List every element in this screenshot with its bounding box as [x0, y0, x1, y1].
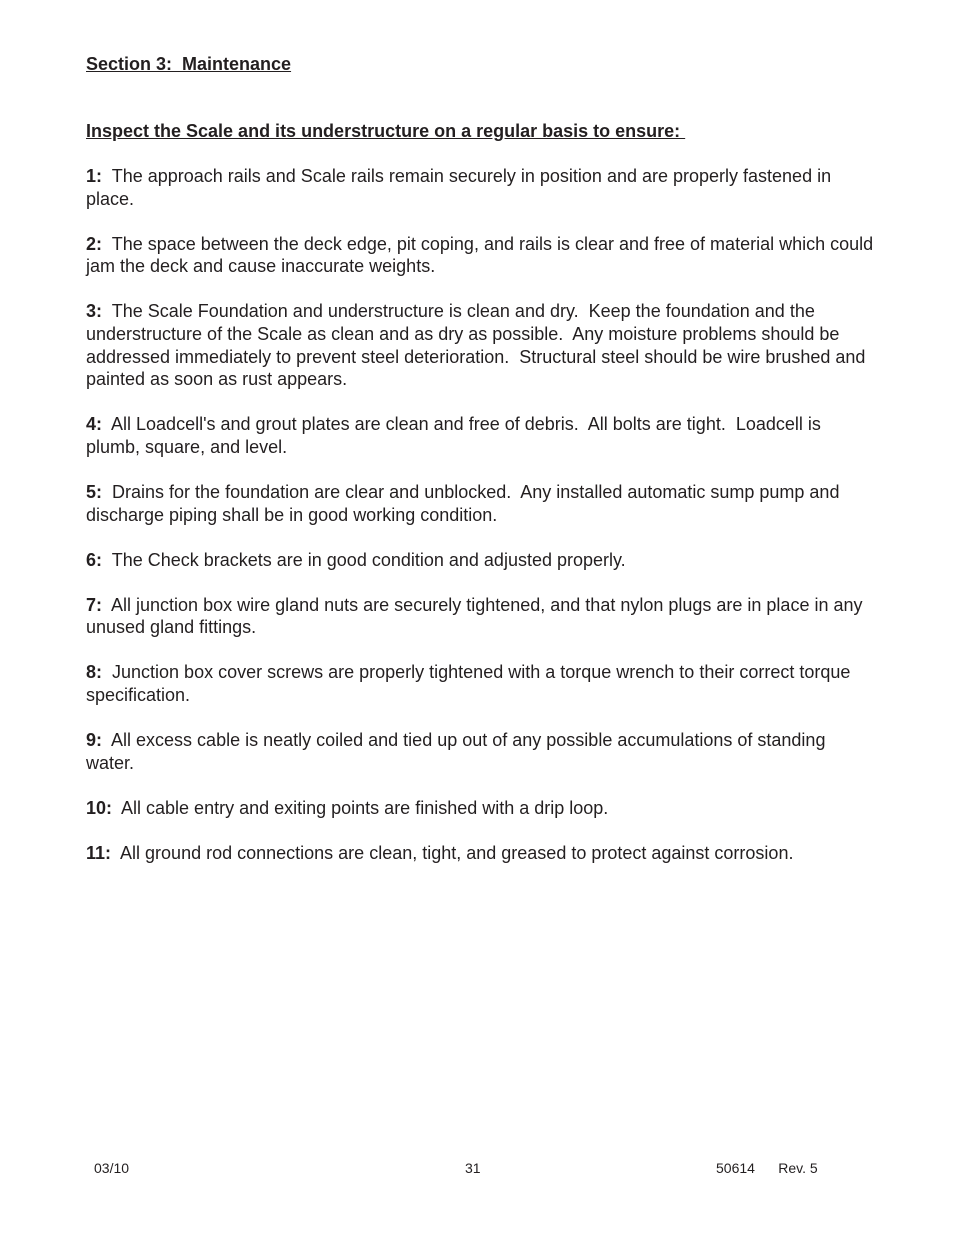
- item-text: All ground rod connections are clean, tight, and greased to protect against corrosion.: [111, 842, 794, 863]
- item-number: 5:: [86, 481, 103, 502]
- list-item: [86, 594, 876, 639]
- item-text: The space between the deck edge, pit coping, and rails is clear and free of material which could jam the deck and cause inaccurate weights.: [86, 233, 879, 277]
- item-text: All Loadcell's and grout plates are clean and free of debris. All bolts are tight. Loadcell is plumb, square, and level.: [86, 414, 826, 457]
- item-number: 11:: [86, 842, 112, 863]
- list-item: [86, 729, 876, 774]
- list-item: [86, 842, 876, 865]
- item-number: 2:: [86, 233, 103, 254]
- item-number: 7:: [86, 594, 103, 615]
- item-number: 3:: [86, 301, 103, 322]
- section-title: Section 3: Maintenance: [86, 54, 292, 74]
- item-text: All junction box wire gland nuts are securely tightened, and that nylon plugs are in place in any unused gland fittings.: [86, 594, 868, 638]
- item-text: The approach rails and Scale rails remain securely in position and are properly fastened in place.: [86, 166, 837, 209]
- footer-document-revision: 50614 Rev. 5: [716, 1160, 818, 1176]
- footer-page-number: 31: [465, 1160, 481, 1176]
- list-item: [86, 165, 876, 210]
- inspection-heading: Inspect the Scale and its understructure on a regular basis to ensure:: [86, 121, 686, 141]
- list-item: [86, 661, 876, 706]
- item-number: 1:: [86, 166, 103, 186]
- list-item: [86, 233, 879, 278]
- item-text: Drains for the foundation are clear and unblocked. Any installed automatic sump pump and discharge piping shall be in good working condition.: [86, 481, 845, 525]
- inspection-list: [86, 165, 879, 887]
- item-text: The Check brackets are in good condition and adjusted properly.: [102, 549, 626, 570]
- list-item: [86, 481, 876, 526]
- list-item: [86, 549, 876, 572]
- item-text: Junction box cover screws are properly tightened with a torque wrench to their correct torque specification.: [86, 662, 856, 705]
- item-number: 9:: [86, 730, 103, 751]
- item-number: 4:: [86, 414, 103, 435]
- item-text: All cable entry and exiting points are finished with a drip loop.: [112, 797, 609, 818]
- item-text: All excess cable is neatly coiled and tied up out of any possible accumulations of standing water.: [86, 730, 831, 773]
- list-item: [86, 300, 876, 390]
- item-number: 6:: [86, 549, 103, 570]
- list-item: [86, 413, 876, 458]
- item-number: 8:: [86, 662, 103, 683]
- item-number: 10:: [86, 797, 113, 818]
- item-text: The Scale Foundation and understructure is clean and dry. Keep the foundation and the understructure of the Scale as clean and as dry as possible. Any moisture problems should be addressed immediately to prevent steel deterioration. Structural steel should be wire brushed and painted as soon as rust appears.: [86, 301, 871, 390]
- footer-date: 03/10: [94, 1160, 130, 1176]
- list-item: [86, 797, 876, 820]
